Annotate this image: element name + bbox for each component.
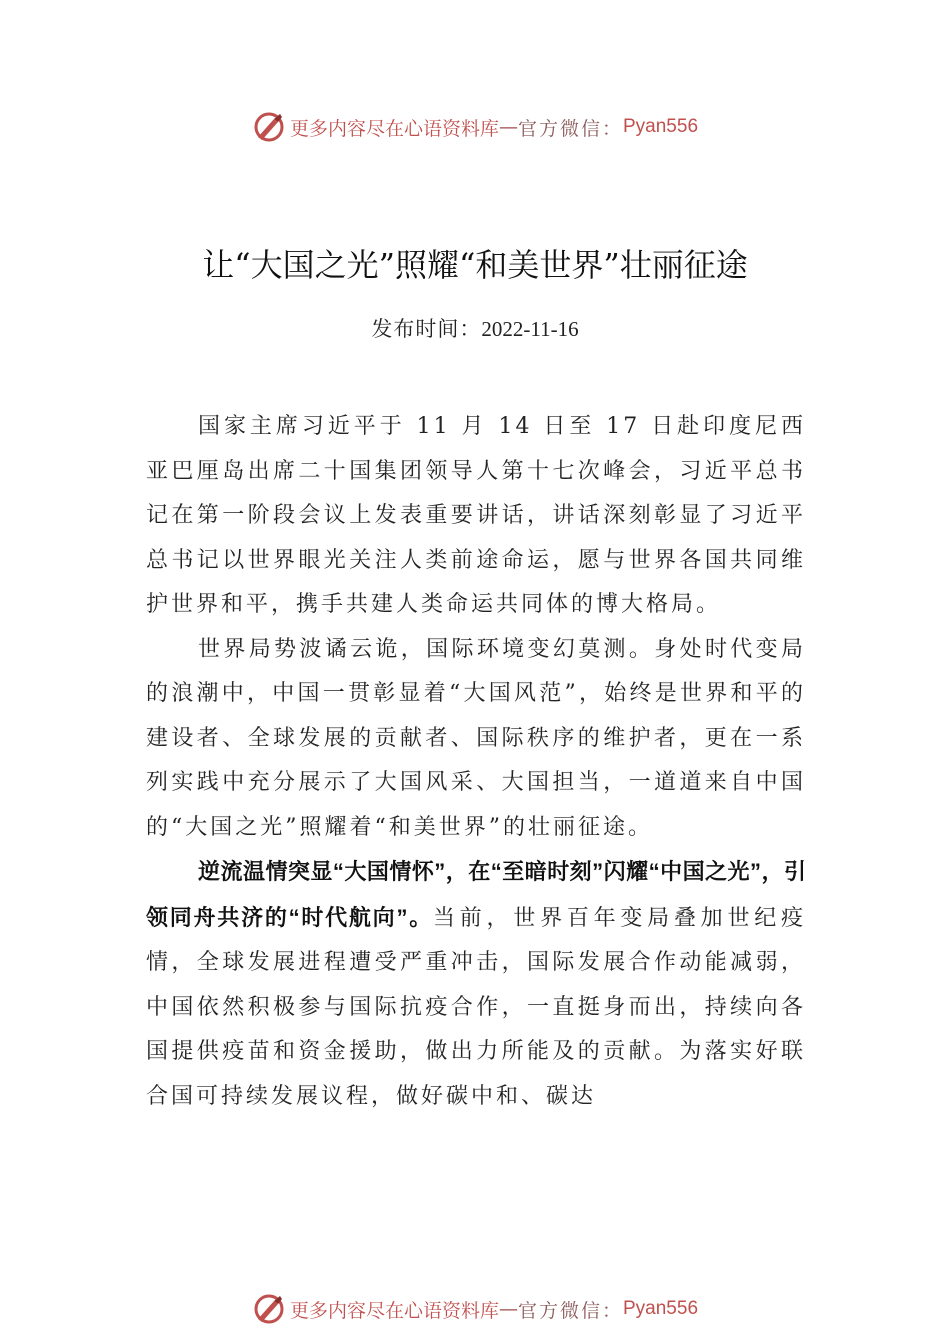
watermark-main-text: 更多内容尽在心语资料库 <box>289 117 499 140</box>
watermark-separator: — <box>498 116 518 138</box>
article-body <box>146 405 806 1119</box>
paragraph-2 <box>146 628 806 851</box>
document-title: 让“大国之光”照耀“和美世界”壮丽征途 <box>202 246 748 284</box>
watermark-separator: — <box>498 1298 518 1320</box>
publish-date-value: 2022-11-16 <box>481 317 579 341</box>
paragraph-3-lead: 逆流温情突显“大国情怀”，在“至暗时刻”闪耀“中国之光”，引领同舟共济的“时代航向”。 <box>146 859 806 930</box>
paragraph-1 <box>146 405 806 628</box>
paragraph-3-text: 当前，世界百年变局叠加世纪疫情，全球发展进程遭受严重冲击，国际发展合作动能减弱，中国依然积极参与国际抗疫合作，一直挺身而出，持续向各国提供疫苗和资金援助，做出力所能及的贡献。为落实好联合国可持续发展议程，做好碳中和、碳达 <box>146 905 806 1109</box>
pen-logo-icon <box>252 1292 286 1326</box>
paragraph-1-text: 国家主席习近平于 11 月 14 日至 17 日赴印度尼西亚巴厘岛出席二十国集团领导人第十七次峰会，习近平总书记在第一阶段会议上发表重要讲话，讲话深刻彰显了习近平总书记以世界眼光关注人类前途命运，愿与世界各国共同维护世界和平，携手共建人类命运共同体的博大格局。 <box>146 414 806 617</box>
watermark-main-text: 更多内容尽在心语资料库 <box>289 1299 499 1322</box>
paragraph-3 <box>146 850 806 1119</box>
header-watermark <box>0 107 950 147</box>
footer-watermark <box>0 1289 950 1329</box>
publish-date-label: 发布时间： <box>371 317 482 341</box>
watermark-wechat-id: Pyan556 <box>623 1298 699 1319</box>
paragraph-2-text: 世界局势波谲云诡，国际环境变幻莫测。身处时代变局的浪潮中，中国一贯彰显着“大国风范”，始终是世界和平的建设者、全球发展的贡献者、国际秩序的维护者，更在一系列实践中充分展示了大国风采、大国担当，一道道来自中国的“大国之光”照耀着“和美世界”的壮丽征途。 <box>146 636 806 840</box>
pen-logo-icon <box>252 110 286 144</box>
publish-date <box>0 313 950 343</box>
watermark-label: 官方微信： <box>517 117 623 140</box>
watermark-label: 官方微信： <box>517 1299 623 1322</box>
watermark-wechat-id: Pyan556 <box>623 116 699 137</box>
